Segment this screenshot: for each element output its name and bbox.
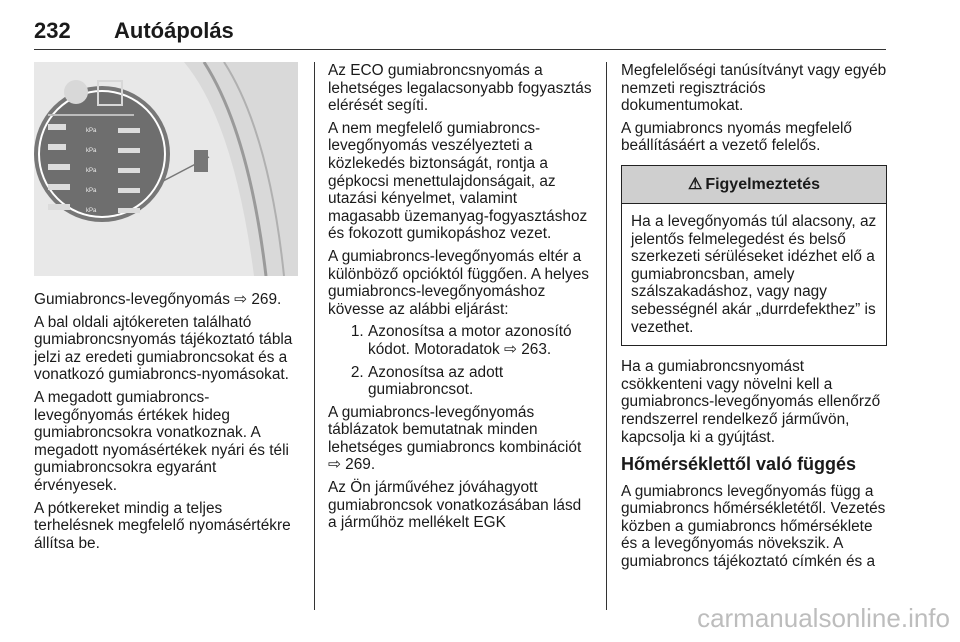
column-2 [328, 62, 592, 537]
warning-title: Figyelmeztetés [705, 175, 821, 193]
watermark: carmanualsonline.info [697, 603, 950, 633]
paragraph: Az ECO gumiabroncsnyomás a lehetséges legalacsonyabb fogyasztás elérését segíti. [328, 62, 592, 115]
procedure-list [328, 323, 592, 398]
paragraph: A nem megfelelő gumiabroncs-levegőnyomás veszélyezteti a közlekedés biztonságát, rontja a gépkocsi menettulajdonságait, az utazási kényelmet, valamint magasabb üzemanyag-fogyasztáshoz és fokozott gumikopáshoz vezet. [328, 119, 588, 243]
column-1 [34, 62, 298, 557]
label-kpa-5: kPa [86, 208, 97, 214]
label-kpa-2: kPa [86, 148, 97, 154]
paragraph: A gumiabroncs nyomás megfelelő beállításáért a vezető felelős. [621, 119, 852, 155]
paragraph: A megadott gumiabroncs-levegőnyomás értékek hideg gumiabroncsokra vonatkoznak. A megadott nyomásértékek nyári és téli gumiabroncsokra egyaránt érvényesek. [34, 388, 289, 494]
page-number: 232 [34, 18, 71, 43]
warning-box [621, 165, 887, 346]
column-divider-1 [314, 62, 315, 610]
column-3 [621, 62, 887, 576]
warning-text: Ha a levegőnyomás túl alacsony, az jelentős felmelegedést és belső szerkezeti sérüléseket idézhet elő a gumiabroncsban, amely szálszakadáshoz, vagy nagy sebességnél akár „durrdefekthez” is vezethet. [631, 212, 877, 336]
paragraph: A gumiabroncs-levegőnyomás táblázatok bemutatnak minden lehetséges gumiabroncs kombinációt ⇨ 269. [328, 403, 582, 474]
column-divider-2 [606, 62, 607, 610]
chapter-title: Autóápolás [114, 18, 234, 43]
label-kpa-1: kPa [86, 128, 97, 134]
label-kpa-4: kPa [86, 188, 97, 194]
paragraph: Megfelelőségi tanúsítványt vagy egyéb nemzeti regisztrációs dokumentumokat. [621, 62, 887, 115]
warning-icon: ⚠ [687, 175, 703, 193]
paragraph: Ha a gumiabroncsnyomást csökkenteni vagy növelni kell a gumiabroncs-levegőnyomás ellenőrző rendszerrel rendelkező járművön, kapcsolja ki a gyújtást. [621, 358, 881, 446]
warning-body [622, 204, 886, 345]
header-rule [34, 49, 886, 50]
door-frame-label-figure [34, 62, 298, 276]
label-kpa-3: kPa [86, 168, 97, 174]
paragraph: A pótkereket mindig a teljes terhelésnek megfelelő nyomásértékre állítsa be. [34, 499, 291, 552]
paragraph: A bal oldali ajtókereten található gumiabroncsnyomás tájékoztató tábla jelzi az eredeti gumiabroncsokat és a vonatkozó gumiabroncs-nyomásokat. [34, 313, 293, 384]
tire-pressure-label-illustration [34, 62, 298, 276]
list-item: 1. Azonosítsa a motor azonosító kódot. Motoradatok ⇨ 263. [368, 323, 592, 358]
section-heading: Hőmérséklettől való függés [621, 454, 857, 475]
list-item: 2. Azonosítsa az adott gumiabroncsot. [368, 364, 592, 399]
paragraph: A gumiabroncs-levegőnyomás eltér a különböző opcióktól függően. A helyes gumiabroncs-levegőnyomáshoz kövesse az alábbi eljárást: [328, 247, 589, 318]
paragraph: Az Ön járművéhez jóváhagyott gumiabroncsok vonatkozásában lásd a járműhöz mellékelt EGK [328, 479, 582, 532]
paragraph: A gumiabroncs levegőnyomás függ a gumiabroncs hőmérsékletétől. Vezetés közben a gumiabroncs hőmérséklete és a levegőnyomás növekszik. A gumiabroncs tájékoztató címkén és a [621, 482, 886, 571]
warning-header [622, 166, 886, 204]
figure-caption: Gumiabroncs-levegőnyomás ⇨ 269. [34, 291, 282, 308]
page-header [34, 18, 886, 48]
